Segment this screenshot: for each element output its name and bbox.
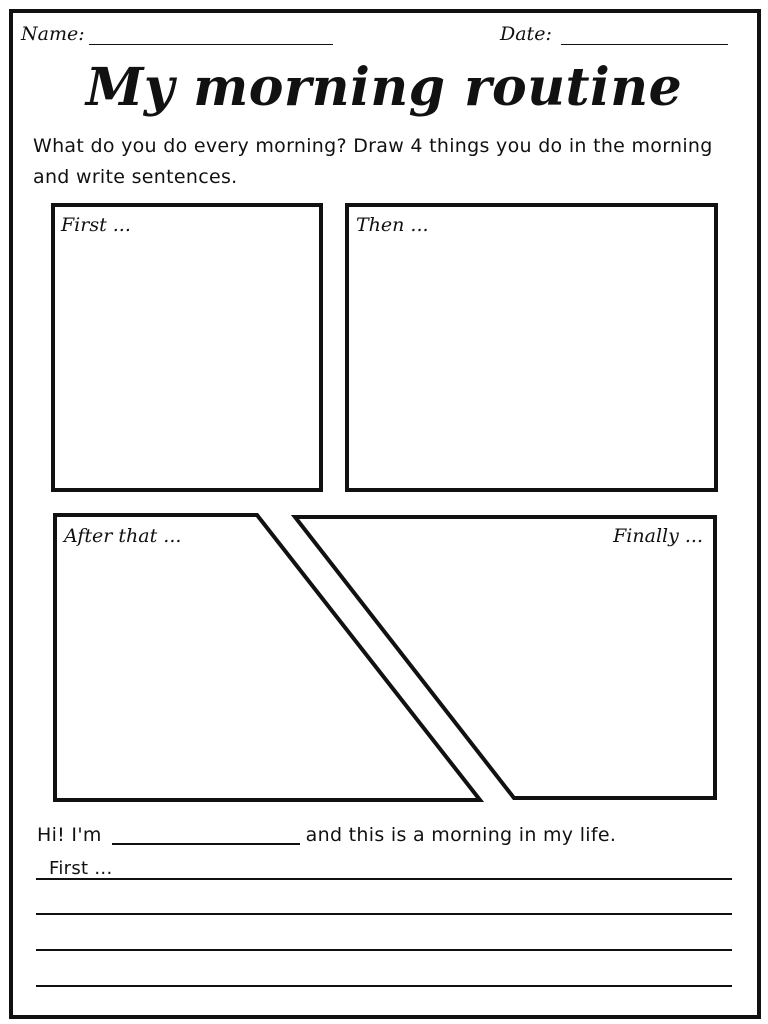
writing-line-4[interactable]	[36, 985, 732, 987]
writing-line-2[interactable]	[36, 913, 732, 915]
instructions: What do you do every morning? Draw 4 things you do in the morning and write sentences.	[33, 135, 713, 188]
name-label: Name:	[21, 23, 85, 45]
writing-line-3[interactable]	[36, 949, 732, 951]
panel-then-label: Then ...	[356, 214, 429, 236]
panel-first-box[interactable]	[53, 205, 321, 490]
intro-name-blank[interactable]	[112, 825, 300, 845]
page-title: My morning routine	[85, 57, 683, 118]
panel-after-that-label: After that ...	[64, 525, 182, 547]
intro-after: and this is a morning in my life.	[305, 824, 617, 846]
date-label: Date:	[500, 23, 552, 45]
panel-then-box[interactable]	[347, 205, 716, 490]
writing-line-1[interactable]	[36, 878, 732, 880]
panel-finally-box[interactable]	[295, 517, 715, 798]
intro-before: Hi! I'm	[37, 824, 102, 846]
writing-starter: First ...	[49, 858, 113, 879]
panel-finally-label: Finally ...	[613, 525, 703, 547]
panel-first-label: First ...	[61, 214, 131, 236]
intro-sentence	[37, 822, 616, 848]
panel-after-that-box[interactable]	[55, 515, 480, 800]
